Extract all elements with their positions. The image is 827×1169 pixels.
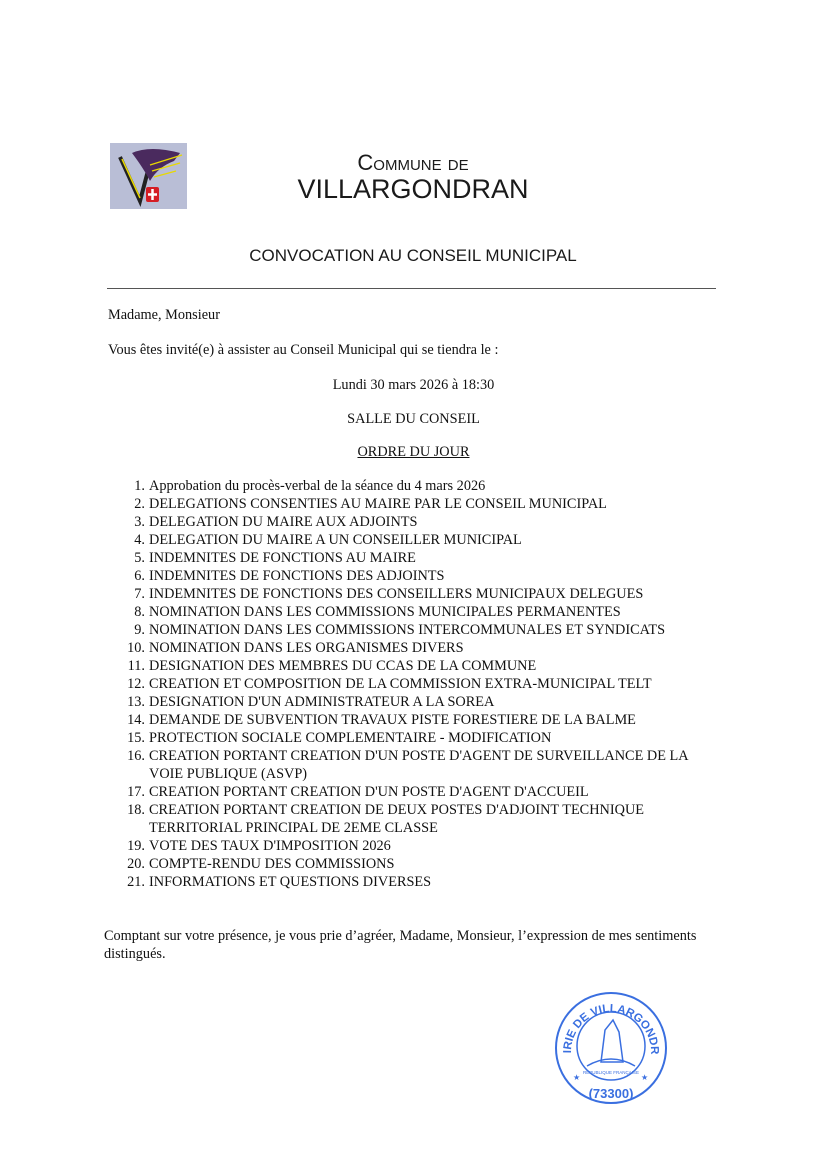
commune-label: Commune de xyxy=(357,150,469,175)
agenda-item-text: CREATION ET COMPOSITION DE LA COMMISSION EXTRA-MUNICIPAL TELT xyxy=(149,676,652,692)
agenda-item-text: CREATION PORTANT CREATION DE DEUX POSTES D'ADJOINT TECHNIQUE TERRITORIAL PRINCIPAL DE 2EME CLASSE xyxy=(149,802,645,836)
meeting-location: SALLE DU CONSEIL xyxy=(347,411,480,427)
agenda-item-text: INDEMNITES DE FONCTIONS DES ADJOINTS xyxy=(149,568,445,584)
agenda-item xyxy=(108,801,720,837)
agenda-item xyxy=(108,567,720,585)
town-name: VILLARGONDRAN xyxy=(297,174,529,204)
agenda-item-number: 9. xyxy=(134,622,145,638)
agenda-item-text: INDEMNITES DE FONCTIONS DES CONSEILLERS MUNICIPAUX DELEGUES xyxy=(149,586,644,602)
agenda-item xyxy=(108,729,720,747)
agenda-item-number: 16. xyxy=(127,748,145,764)
meeting-date: Lundi 30 mars 2026 à 18:30 xyxy=(332,377,495,393)
svg-text:★: ★ xyxy=(573,1073,581,1082)
greeting: Madame, Monsieur xyxy=(108,307,220,323)
agenda-item-number: 15. xyxy=(127,730,145,746)
agenda-item xyxy=(108,783,720,801)
agenda-item-number: 19. xyxy=(127,838,145,854)
agenda-item xyxy=(108,747,720,783)
agenda-item xyxy=(108,837,720,855)
agenda-item-text: DELEGATION DU MAIRE AUX ADJOINTS xyxy=(149,514,418,530)
closing-text: Comptant sur votre présence, je vous prie d’agréer, Madame, Monsieur, l’expression de mes sentiments distingués. xyxy=(104,928,697,962)
agenda-item-number: 18. xyxy=(127,802,145,818)
agenda-item-number: 8. xyxy=(134,604,145,620)
agenda-item-text: COMPTE-RENDU DES COMMISSIONS xyxy=(149,856,395,872)
agenda-item-text: VOTE DES TAUX D'IMPOSITION 2026 xyxy=(149,838,391,854)
agenda-item-number: 10. xyxy=(127,640,145,656)
agenda-item-text: INDEMNITES DE FONCTIONS AU MAIRE xyxy=(149,550,416,566)
agenda-item xyxy=(108,639,720,657)
agenda-item-number: 3. xyxy=(134,514,145,530)
agenda-item-number: 2. xyxy=(134,496,145,512)
agenda-item xyxy=(108,549,720,567)
agenda-item xyxy=(108,693,720,711)
svg-text:★: ★ xyxy=(641,1073,649,1082)
agenda-item-text: CREATION PORTANT CREATION D'UN POSTE D'AGENT DE SURVEILLANCE DE LA VOIE PUBLIQUE (ASVP) xyxy=(149,748,688,782)
agenda-item-text: NOMINATION DANS LES COMMISSIONS MUNICIPALES PERMANENTES xyxy=(149,604,621,620)
coat-of-arms-logo xyxy=(110,143,187,209)
agenda-list xyxy=(108,477,720,891)
agenda-item-number: 12. xyxy=(127,676,145,692)
stamp-postcode: (73300) xyxy=(588,1086,634,1101)
agenda-item-text: DESIGNATION DES MEMBRES DU CCAS DE LA COMMUNE xyxy=(149,658,537,674)
agenda-item-text: CREATION PORTANT CREATION D'UN POSTE D'AGENT D'ACCUEIL xyxy=(149,784,589,800)
agenda-item xyxy=(108,873,720,891)
agenda-item-number: 4. xyxy=(134,532,145,548)
agenda-item-text: DEMANDE DE SUBVENTION TRAVAUX PISTE FORESTIERE DE LA BALME xyxy=(149,712,636,728)
agenda-item-text: DELEGATIONS CONSENTIES AU MAIRE PAR LE CONSEIL MUNICIPAL xyxy=(149,496,607,512)
agenda-item-number: 1. xyxy=(134,478,145,494)
agenda-item-number: 13. xyxy=(127,694,145,710)
agenda-item xyxy=(108,513,720,531)
agenda-item-number: 6. xyxy=(134,568,145,584)
agenda-item-number: 14. xyxy=(127,712,145,728)
agenda-item-number: 5. xyxy=(134,550,145,566)
agenda-item xyxy=(108,675,720,693)
agenda-item xyxy=(108,711,720,729)
agenda-item-text: Approbation du procès-verbal de la séance du 4 mars 2026 xyxy=(149,478,486,494)
invitation-text: Vous êtes invité(e) à assister au Conseil Municipal qui se tiendra le : xyxy=(108,342,499,358)
agenda-item xyxy=(108,621,720,639)
agenda-item-text: NOMINATION DANS LES COMMISSIONS INTERCOMMUNALES ET SYNDICATS xyxy=(149,622,666,638)
agenda-item xyxy=(108,603,720,621)
header-divider xyxy=(107,288,716,289)
stamp-inner-text: RÉPUBLIQUE FRANÇAISE xyxy=(582,1070,640,1075)
agenda-item xyxy=(108,495,720,513)
agenda-item xyxy=(108,531,720,549)
agenda-item-number: 11. xyxy=(127,658,145,674)
agenda-item-text: INFORMATIONS ET QUESTIONS DIVERSES xyxy=(149,874,432,890)
agenda-item-text: DELEGATION DU MAIRE A UN CONSEILLER MUNICIPAL xyxy=(149,532,522,548)
agenda-item-number: 20. xyxy=(127,856,145,872)
agenda-item xyxy=(108,855,720,873)
agenda-item xyxy=(108,585,720,603)
agenda-item-number: 21. xyxy=(127,874,145,890)
agenda-item-text: NOMINATION DANS LES ORGANISMES DIVERS xyxy=(149,640,464,656)
svg-text:MAIRIE DE VILLARGONDRAN xyxy=(553,990,660,1055)
agenda-item xyxy=(108,657,720,675)
agenda-item xyxy=(108,477,720,495)
agenda-item-number: 7. xyxy=(134,586,145,602)
agenda-item-text: PROTECTION SOCIALE COMPLEMENTAIRE - MODIFICATION xyxy=(149,730,552,746)
stamp-text: IRIE DE VILLARGONDR xyxy=(561,1002,661,1055)
agenda-title: ORDRE DU JOUR xyxy=(357,444,470,460)
document-title: CONVOCATION AU CONSEIL MUNICIPAL xyxy=(249,246,577,265)
mairie-stamp xyxy=(553,990,669,1106)
agenda-item-text: DESIGNATION D'UN ADMINISTRATEUR A LA SOREA xyxy=(149,694,495,710)
agenda-item-number: 17. xyxy=(127,784,145,800)
